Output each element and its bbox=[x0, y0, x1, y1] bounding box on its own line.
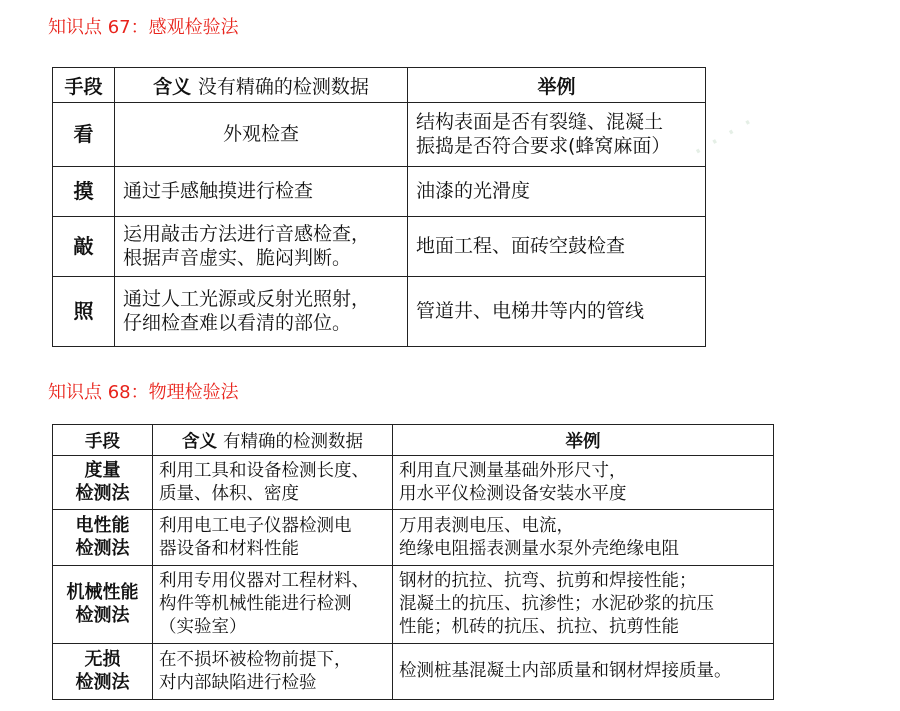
header-meaning-label: 含义 bbox=[153, 75, 192, 98]
header-example: 举例 bbox=[393, 425, 774, 456]
table-row bbox=[53, 217, 706, 277]
example-cell bbox=[393, 644, 774, 700]
example-line: 用水平仪检测设备安装水平度 bbox=[399, 483, 627, 504]
method-line: 检测法 bbox=[75, 482, 130, 504]
section1-title: 知识点 67：感观检验法 bbox=[48, 17, 239, 38]
example-cell bbox=[408, 217, 706, 277]
example-cell bbox=[393, 566, 774, 644]
table-row bbox=[53, 167, 706, 217]
meaning-line: 通过人工光源或反射光照射， bbox=[123, 287, 371, 310]
meaning-line: 外观检查 bbox=[222, 122, 299, 145]
method-cell bbox=[53, 566, 153, 644]
meaning-line: 通过手感触摸进行检查 bbox=[123, 179, 314, 202]
example-line: 检测桩基混凝土内部质量和钢材焊接质量。 bbox=[399, 661, 732, 682]
method-line: 机械性能 bbox=[66, 582, 139, 603]
table-row bbox=[53, 566, 774, 644]
meaning-line: 器设备和材料性能 bbox=[159, 538, 299, 559]
meaning-cell bbox=[153, 566, 393, 644]
table-header-row bbox=[53, 68, 706, 103]
header-meaning bbox=[153, 425, 393, 456]
meaning-cell bbox=[115, 103, 408, 167]
meaning-line: 利用专用仪器对工程材料、 bbox=[159, 571, 369, 592]
meaning-line: （实验室） bbox=[159, 616, 247, 637]
example-line: 管道井、电梯井等内的管线 bbox=[416, 299, 645, 322]
table-row bbox=[53, 456, 774, 510]
example-line: 绝缘电阻摇表测量水泵外壳绝缘电阻 bbox=[399, 538, 679, 559]
meaning-cell bbox=[153, 456, 393, 510]
meaning-line: 质量、体积、密度 bbox=[159, 483, 299, 504]
example-cell bbox=[393, 456, 774, 510]
header-meaning-note: 有精确的检测数据 bbox=[223, 431, 364, 452]
method-cell bbox=[53, 510, 153, 566]
method-cell: 敲 bbox=[53, 217, 115, 277]
table-row bbox=[53, 644, 774, 700]
header-method: 手段 bbox=[53, 425, 153, 456]
header-method: 手段 bbox=[53, 68, 115, 103]
meaning-line: 根据声音虚实、脆闷判断。 bbox=[123, 246, 352, 269]
example-line: 油漆的光滑度 bbox=[416, 179, 531, 202]
sensory-inspection-table bbox=[52, 67, 706, 347]
header-meaning-note: 没有精确的检测数据 bbox=[197, 75, 369, 98]
example-line: 利用直尺测量基础外形尺寸， bbox=[399, 460, 627, 481]
example-cell bbox=[408, 103, 706, 167]
table-row bbox=[53, 277, 706, 347]
example-cell bbox=[408, 167, 706, 217]
method-cell bbox=[53, 456, 153, 510]
method-line: 无损 bbox=[84, 649, 121, 670]
example-line: 万用表测电压、电流， bbox=[399, 515, 574, 536]
header-example: 举例 bbox=[408, 68, 706, 103]
example-cell bbox=[393, 510, 774, 566]
meaning-cell bbox=[115, 167, 408, 217]
method-cell: 照 bbox=[53, 277, 115, 347]
example-line: 地面工程、面砖空鼓检查 bbox=[416, 234, 626, 257]
meaning-line: 构件等机械性能进行检测 bbox=[159, 594, 352, 615]
meaning-line: 运用敲击方法进行音感检查， bbox=[123, 222, 371, 245]
method-cell: 看 bbox=[53, 103, 115, 167]
method-line: 电性能 bbox=[75, 515, 130, 536]
meaning-cell bbox=[153, 644, 393, 700]
meaning-cell bbox=[153, 510, 393, 566]
example-line: 结构表面是否有裂缝、混凝土 bbox=[416, 110, 664, 133]
meaning-line: 仔细检查难以看清的部位。 bbox=[123, 311, 352, 334]
meaning-line: 利用电工电子仪器检测电 bbox=[159, 515, 352, 536]
meaning-line: 利用工具和设备检测长度、 bbox=[159, 460, 369, 481]
physical-inspection-table bbox=[52, 424, 774, 700]
method-cell: 摸 bbox=[53, 167, 115, 217]
meaning-line: 对内部缺陷进行检验 bbox=[159, 672, 317, 693]
method-line: 度量 bbox=[84, 460, 121, 481]
method-line: 检测法 bbox=[75, 537, 130, 559]
header-meaning-label: 含义 bbox=[181, 431, 217, 452]
example-line: 混凝土的抗压、抗渗性；水泥砂浆的抗压 bbox=[399, 594, 714, 615]
example-line: 性能；机砖的抗压、抗拉、抗剪性能 bbox=[399, 616, 679, 637]
table-header-row bbox=[53, 425, 774, 456]
meaning-cell bbox=[115, 217, 408, 277]
method-cell bbox=[53, 644, 153, 700]
meaning-line: 在不损坏被检物前提下， bbox=[159, 649, 352, 670]
table-row bbox=[53, 103, 706, 167]
example-cell bbox=[408, 277, 706, 347]
section2-title: 知识点 68：物理检验法 bbox=[48, 382, 239, 403]
meaning-cell bbox=[115, 277, 408, 347]
example-line: 钢材的抗拉、抗弯、抗剪和焊接性能； bbox=[399, 571, 697, 592]
method-line: 检测法 bbox=[75, 604, 130, 626]
header-meaning bbox=[115, 68, 408, 103]
watermark: · · · · bbox=[685, 105, 762, 170]
table-row bbox=[53, 510, 774, 566]
example-line: 振捣是否符合要求(蜂窝麻面） bbox=[416, 134, 671, 157]
method-line: 检测法 bbox=[75, 671, 130, 693]
